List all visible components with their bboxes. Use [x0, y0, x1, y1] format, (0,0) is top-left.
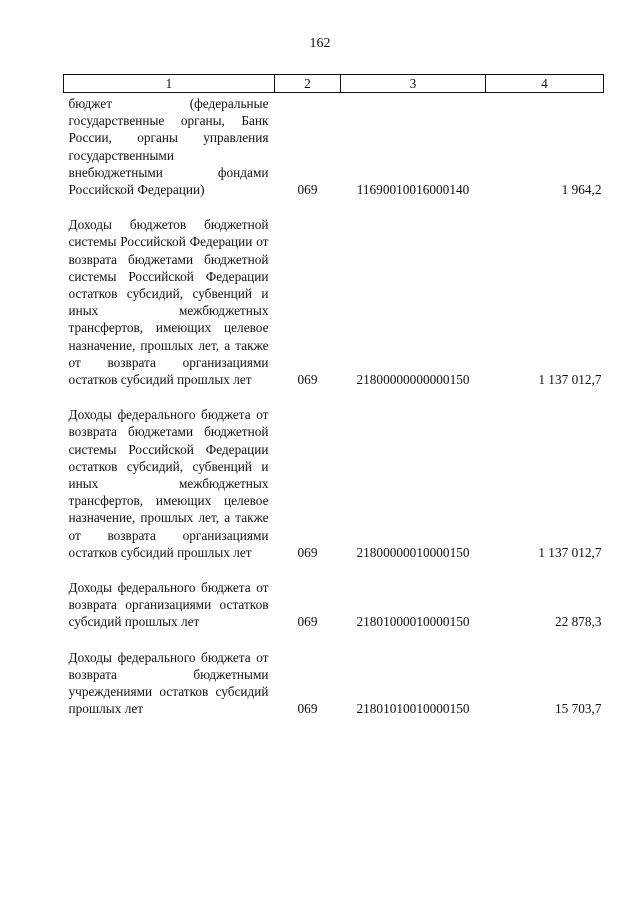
row-kbk-code: 21800000010000150	[356, 544, 470, 560]
row-kbk-code: 21800000000000150	[356, 372, 470, 388]
table-row	[64, 216, 604, 406]
row-kbk-code: 11690010016000140	[356, 182, 470, 198]
row-description: бюджет (федеральные государственные органы, Банк России, органы управления государственными внебюджетными фондами Российской Федерации)	[68, 96, 269, 198]
row-amount: 1 964,2	[561, 182, 602, 198]
row-kbk-code: 21801010010000150	[356, 701, 470, 717]
row-kbk-code: 21801000010000150	[356, 614, 470, 630]
column-header-3: 3	[341, 75, 486, 93]
row-description: Доходы бюджетов бюджетной системы Российской Федерации от возврата бюджетами бюджетной системы Российской Федерации остатков субсидий, субвенций и иных межбюджетных трансфертов, имеющих целевое назначение, прошлых лет, а также от возврата организациями остатков субсидий прошлых лет	[68, 217, 269, 388]
row-description: Доходы федерального бюджета от возврата организациями остатков субсидий прошлых лет	[68, 580, 269, 630]
row-admin-code: 069	[297, 372, 318, 388]
row-admin-code: 069	[297, 701, 318, 717]
table-row	[64, 406, 604, 579]
table-row	[64, 93, 604, 217]
page-number: 162	[309, 36, 331, 51]
column-header-4: 4	[486, 75, 604, 93]
table-row	[64, 579, 604, 649]
row-amount: 15 703,7	[554, 701, 602, 717]
row-description: Доходы федерального бюджета от возврата бюджетными учреждениями остатков субсидий прошлых лет	[68, 649, 269, 717]
row-admin-code: 069	[297, 544, 318, 560]
header-row	[64, 75, 604, 93]
table-row	[64, 649, 604, 718]
row-admin-code: 069	[297, 182, 318, 198]
column-header-2: 2	[275, 75, 341, 93]
row-amount: 1 137 012,7	[538, 372, 602, 388]
row-admin-code: 069	[297, 614, 318, 630]
column-header-1: 1	[64, 75, 275, 93]
budget-table	[63, 74, 604, 718]
row-description: Доходы федерального бюджета от возврата бюджетами бюджетной системы Российской Федерации остатков субсидий, субвенций и иных межбюджетных трансфертов, имеющих целевое назначение, прошлых лет, а также от возврата организациями остатков субсидий прошлых лет	[68, 407, 269, 560]
row-amount: 22 878,3	[554, 614, 602, 630]
row-amount: 1 137 012,7	[538, 544, 602, 560]
